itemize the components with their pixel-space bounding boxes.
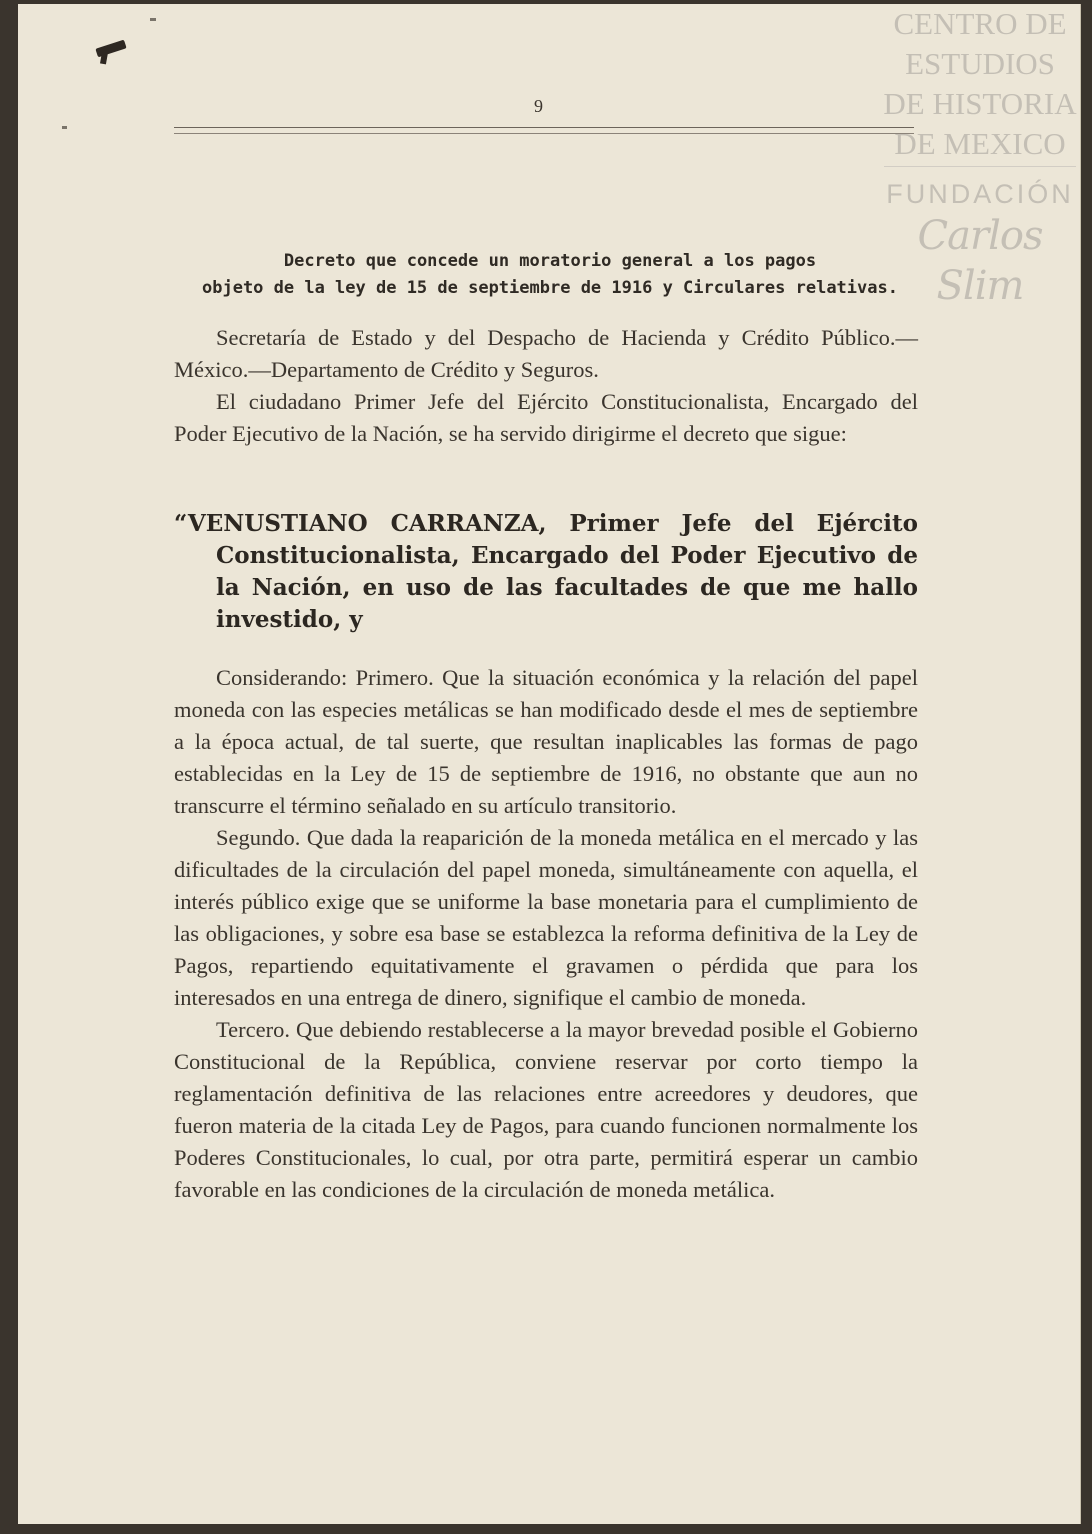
archive-watermark [876,4,1084,311]
watermark-line: CENTRO DE [893,6,1067,41]
watermark-signature: Carlos Slim [917,213,1043,309]
title-line: Decreto que concede un moratorio general a los pagos [283,251,817,271]
document-title [200,248,900,302]
intro-paragraph: El ciudadano Primer Jefe del Ejército Constitucionalista, Encargado del Poder Ejecutivo de la Nación, se ha servido dirigirme el decreto que sigue: [174,389,918,446]
decree-heading: “VENUSTIANO CARRANZA, Primer Jefe del Ejército Constitucionalista, Encargado del Poder Ejecutivo de la Nación, en uso de las facultades de que me hallo investido, y [174,510,918,633]
watermark-line: ESTUDIOS [905,46,1055,81]
title-line: objeto de la ley de 15 de septiembre de 1916 y Circulares relativas. [202,278,898,298]
watermark-divider [884,166,1076,167]
header-rule [174,127,914,134]
ink-mark [150,18,156,21]
intro-section [174,322,918,450]
considerando-paragraph: Segundo. Que dada la reaparición de la moneda metálica en el mercado y las dificultades de la circulación del papel moneda, simultáneamente con aquella, el interés público exige que se uniforme la base monetaria para el cumplimiento de las obligaciones, y sobre esa base se establezca la reforma definitiva de la Ley de Pagos, repartiendo equitativamente el gravamen o pérdida que para los interesados en una entrega de dinero, signifique el cambio de moneda. [174,825,918,1010]
watermark-line: DE MEXICO [894,126,1066,161]
watermark-foundation: FUNDACIÓN [886,179,1074,209]
considerandos-section [174,662,918,1206]
considerando-paragraph: Tercero. Que debiendo restablecerse a la mayor brevedad posible el Gobierno Constitucional de la República, conviene reservar por corto tiempo la reglamentación definitiva de las relaciones entre acreedores y deudores, que fueron materia de la citada Ley de Pagos, para cuando funcionen normalmente los Poderes Constitucionales, lo cual, por otra parte, permitirá esperar un cambio favorable en las condiciones de la circulación de moneda metálica. [174,1017,918,1202]
ink-mark [62,126,67,129]
intro-paragraph: Secretaría de Estado y del Despacho de Hacienda y Crédito Público.—México.—Departamento de Crédito y Seguros. [174,325,918,382]
considerando-paragraph: Considerando: Primero. Que la situación económica y la relación del papel moneda con las especies metálicas se han modificado desde el mes de septiembre a la época actual, de tal suerte, que resultan inaplicables las formas de pago establecidas en la Ley de 15 de septiembre de 1916, no obstante que aun no transcurre el término señalado en su artículo transitorio. [174,665,918,818]
watermark-line: DE HISTORIA [883,86,1077,121]
page-number: 9 [534,96,543,116]
